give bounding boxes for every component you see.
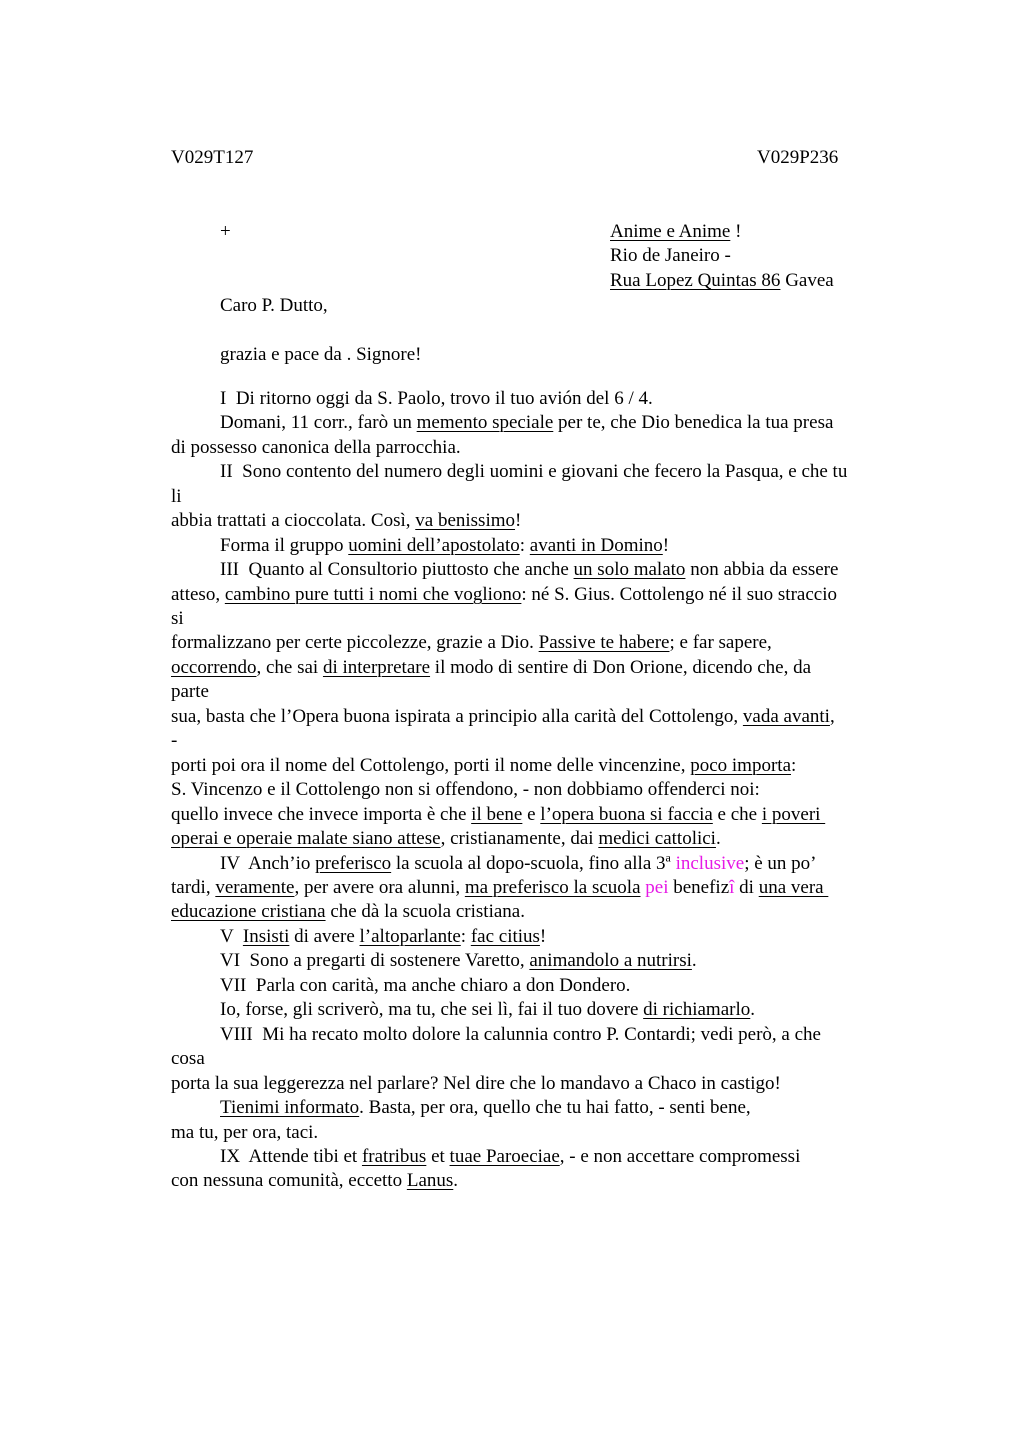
text: e che <box>712 804 762 825</box>
highlighted-text: pei <box>645 877 669 898</box>
left-code: V029T127 <box>171 147 254 168</box>
highlighted-text: î <box>729 877 735 898</box>
body-line <box>171 900 525 924</box>
underlined-text: Lanus <box>406 1170 454 1191</box>
body-line <box>220 925 546 949</box>
text: . <box>715 828 721 849</box>
underlined-text: tuae Paroeciae <box>449 1146 560 1167</box>
text: Forma il gruppo <box>220 535 349 556</box>
district: Gavea <box>780 270 834 291</box>
text: VI Sono a pregarti di sostenere Varetto, <box>220 950 530 971</box>
underlined-text: educazione cristiana <box>171 901 326 922</box>
text: , cristianamente, dai <box>440 828 599 849</box>
underlined-text: va benissimo <box>415 510 516 531</box>
text: : <box>519 535 530 556</box>
body-line <box>220 998 755 1022</box>
underlined-text: cambino pure tutti i nomi che vogliono <box>224 584 522 605</box>
text: quello invece che invece importa è che <box>171 804 472 825</box>
underlined-text: memento speciale <box>416 412 554 433</box>
body-line <box>220 852 816 876</box>
text: Io, forse, gli scriverò, ma tu, che sei lì, fai il tuo dovere <box>220 999 644 1020</box>
underlined-text: fac citius <box>470 926 540 947</box>
superscript: a <box>665 850 671 865</box>
greeting: grazia e pace da . Signore! <box>220 344 422 365</box>
body-line <box>171 1169 458 1193</box>
body-line <box>171 583 837 607</box>
underlined-text: ma preferisco la scuola <box>464 877 641 898</box>
text: la scuola al dopo-scuola, fino alla 3 <box>391 853 666 874</box>
text: ! <box>662 535 670 556</box>
text: Domani, 11 corr., farò un <box>220 412 417 433</box>
body-line <box>171 509 521 533</box>
underlined-text: l’altoparlante <box>359 926 461 947</box>
text: formalizzano per certe piccolezze, grazie a Dio. <box>171 632 539 653</box>
body-line <box>220 534 669 558</box>
underlined-text: poco importa <box>690 755 791 776</box>
body-line <box>171 803 825 827</box>
text: che dà la scuola cristiana. <box>325 901 525 922</box>
underlined-text: di interpretare <box>322 657 431 678</box>
underlined-text: un solo malato <box>573 559 686 580</box>
underlined-text: occorrendo <box>171 657 257 678</box>
body-line <box>171 631 772 655</box>
text: : né S. Gius. Cottolengo né il suo straccio <box>521 584 837 605</box>
body-line: cosa <box>171 1048 205 1069</box>
body-line <box>220 1145 800 1169</box>
body-line: VII Parla con carità, ma anche chiaro a don Dondero. <box>220 975 631 996</box>
body-line: II Sono contento del numero degli uomini e giovani che fecero la Pasqua, e che tu <box>220 461 848 482</box>
body-line <box>171 754 796 778</box>
body-line <box>171 876 828 900</box>
text: V <box>220 926 243 947</box>
body-line: li <box>171 486 182 507</box>
text: porti poi ora il nome del Cottolengo, porti il nome delle vincenzine, <box>171 755 691 776</box>
text: IX Attende tibi et <box>220 1146 362 1167</box>
text: : <box>460 926 471 947</box>
body-line: S. Vincenzo e il Cottolengo non si offendono, - non dobbiamo offenderci noi: <box>171 779 760 800</box>
street-line <box>610 269 834 293</box>
body-line <box>220 949 697 973</box>
text: . Basta, per ora, quello che tu hai fatto, - senti bene, <box>359 1097 751 1118</box>
underlined-text: avanti in Domino <box>529 535 663 556</box>
text: . <box>750 999 756 1020</box>
underlined-text: i poveri <box>761 804 826 825</box>
body-line <box>171 827 721 851</box>
street-name: Rua Lopez Quintas 86 <box>610 270 781 291</box>
motto-punct: ! <box>730 221 742 242</box>
text: con nessuna comunità, eccetto <box>171 1170 407 1191</box>
underlined-text: animandolo a nutrirsi <box>529 950 692 971</box>
body-line <box>220 411 833 435</box>
body-line: di possesso canonica della parrocchia. <box>171 437 461 458</box>
body-line: VIII Mi ha recato molto dolore la calunnia contro P. Contardi; vedi però, a che <box>220 1024 821 1045</box>
text: sua, basta che l’Opera buona ispirata a principio alla carità del Cottolengo, <box>171 706 743 727</box>
right-code: V029P236 <box>757 147 839 168</box>
cross-mark: + <box>220 221 231 242</box>
highlighted-text: inclusive <box>675 853 745 874</box>
body-line: ma tu, per ora, taci. <box>171 1122 319 1143</box>
motto-text: Anime e Anime <box>610 221 731 242</box>
text: ; e far sapere, <box>669 632 772 653</box>
underlined-text: fratribus <box>361 1146 427 1167</box>
city-line: Rio de Janeiro - <box>610 245 731 266</box>
text: e <box>522 804 541 825</box>
text: , <box>829 706 835 727</box>
text: non abbia da essere <box>685 559 839 580</box>
underlined-text: operai e operaie malate siano attese <box>171 828 441 849</box>
underlined-text: Tienimi informato <box>220 1097 360 1118</box>
text: , - e non accettare compromessi <box>559 1146 801 1167</box>
underlined-text: di richiamarlo <box>643 999 751 1020</box>
text: ! <box>539 926 547 947</box>
text: , che sai <box>256 657 323 678</box>
body-line: porta la sua leggerezza nel parlare? Nel dire che lo mandavo a Chaco in castigo! <box>171 1073 781 1094</box>
text: III Quanto al Consultorio piuttosto che anche <box>220 559 574 580</box>
underlined-text: Passive te habere <box>538 632 670 653</box>
salutation: Caro P. Dutto, <box>220 295 328 316</box>
body-line: parte <box>171 681 209 702</box>
body-line <box>220 1096 751 1120</box>
text: . <box>453 1170 459 1191</box>
text: per te, che Dio benedica la tua presa <box>553 412 834 433</box>
text: il modo di sentire di Don Orione, dicendo che, da <box>430 657 812 678</box>
text: . <box>691 950 697 971</box>
body-line: I Di ritorno oggi da S. Paolo, trovo il tuo avión del 6 / 4. <box>220 388 653 409</box>
underlined-text: preferisco <box>315 853 392 874</box>
underlined-text: veramente <box>215 877 295 898</box>
text: di <box>734 877 759 898</box>
text: ; è un po’ <box>744 853 817 874</box>
text: , per avere ora alunni, <box>294 877 465 898</box>
text: abbia trattati a cioccolata. Così, <box>171 510 416 531</box>
text: tardi, <box>171 877 216 898</box>
underlined-text: l’opera buona si faccia <box>540 804 713 825</box>
text: IV Anch’io <box>220 853 316 874</box>
body-line: si <box>171 608 184 629</box>
body-line <box>220 558 838 582</box>
text: benefiz <box>668 877 730 898</box>
body-line <box>171 705 835 729</box>
text: : <box>791 755 797 776</box>
underlined-text: il bene <box>471 804 523 825</box>
body-line <box>171 656 811 680</box>
underlined-text: uomini dell’apostolato <box>348 535 520 556</box>
text: ! <box>515 510 522 531</box>
underlined-text: Insisti <box>242 926 290 947</box>
text: atteso, <box>171 584 225 605</box>
underlined-text: vada avanti <box>742 706 830 727</box>
underlined-text: medici cattolici <box>598 828 716 849</box>
underlined-text: una vera <box>758 877 829 898</box>
text: di avere <box>289 926 360 947</box>
body-line: - <box>171 730 178 751</box>
motto <box>610 220 741 244</box>
text: et <box>426 1146 450 1167</box>
